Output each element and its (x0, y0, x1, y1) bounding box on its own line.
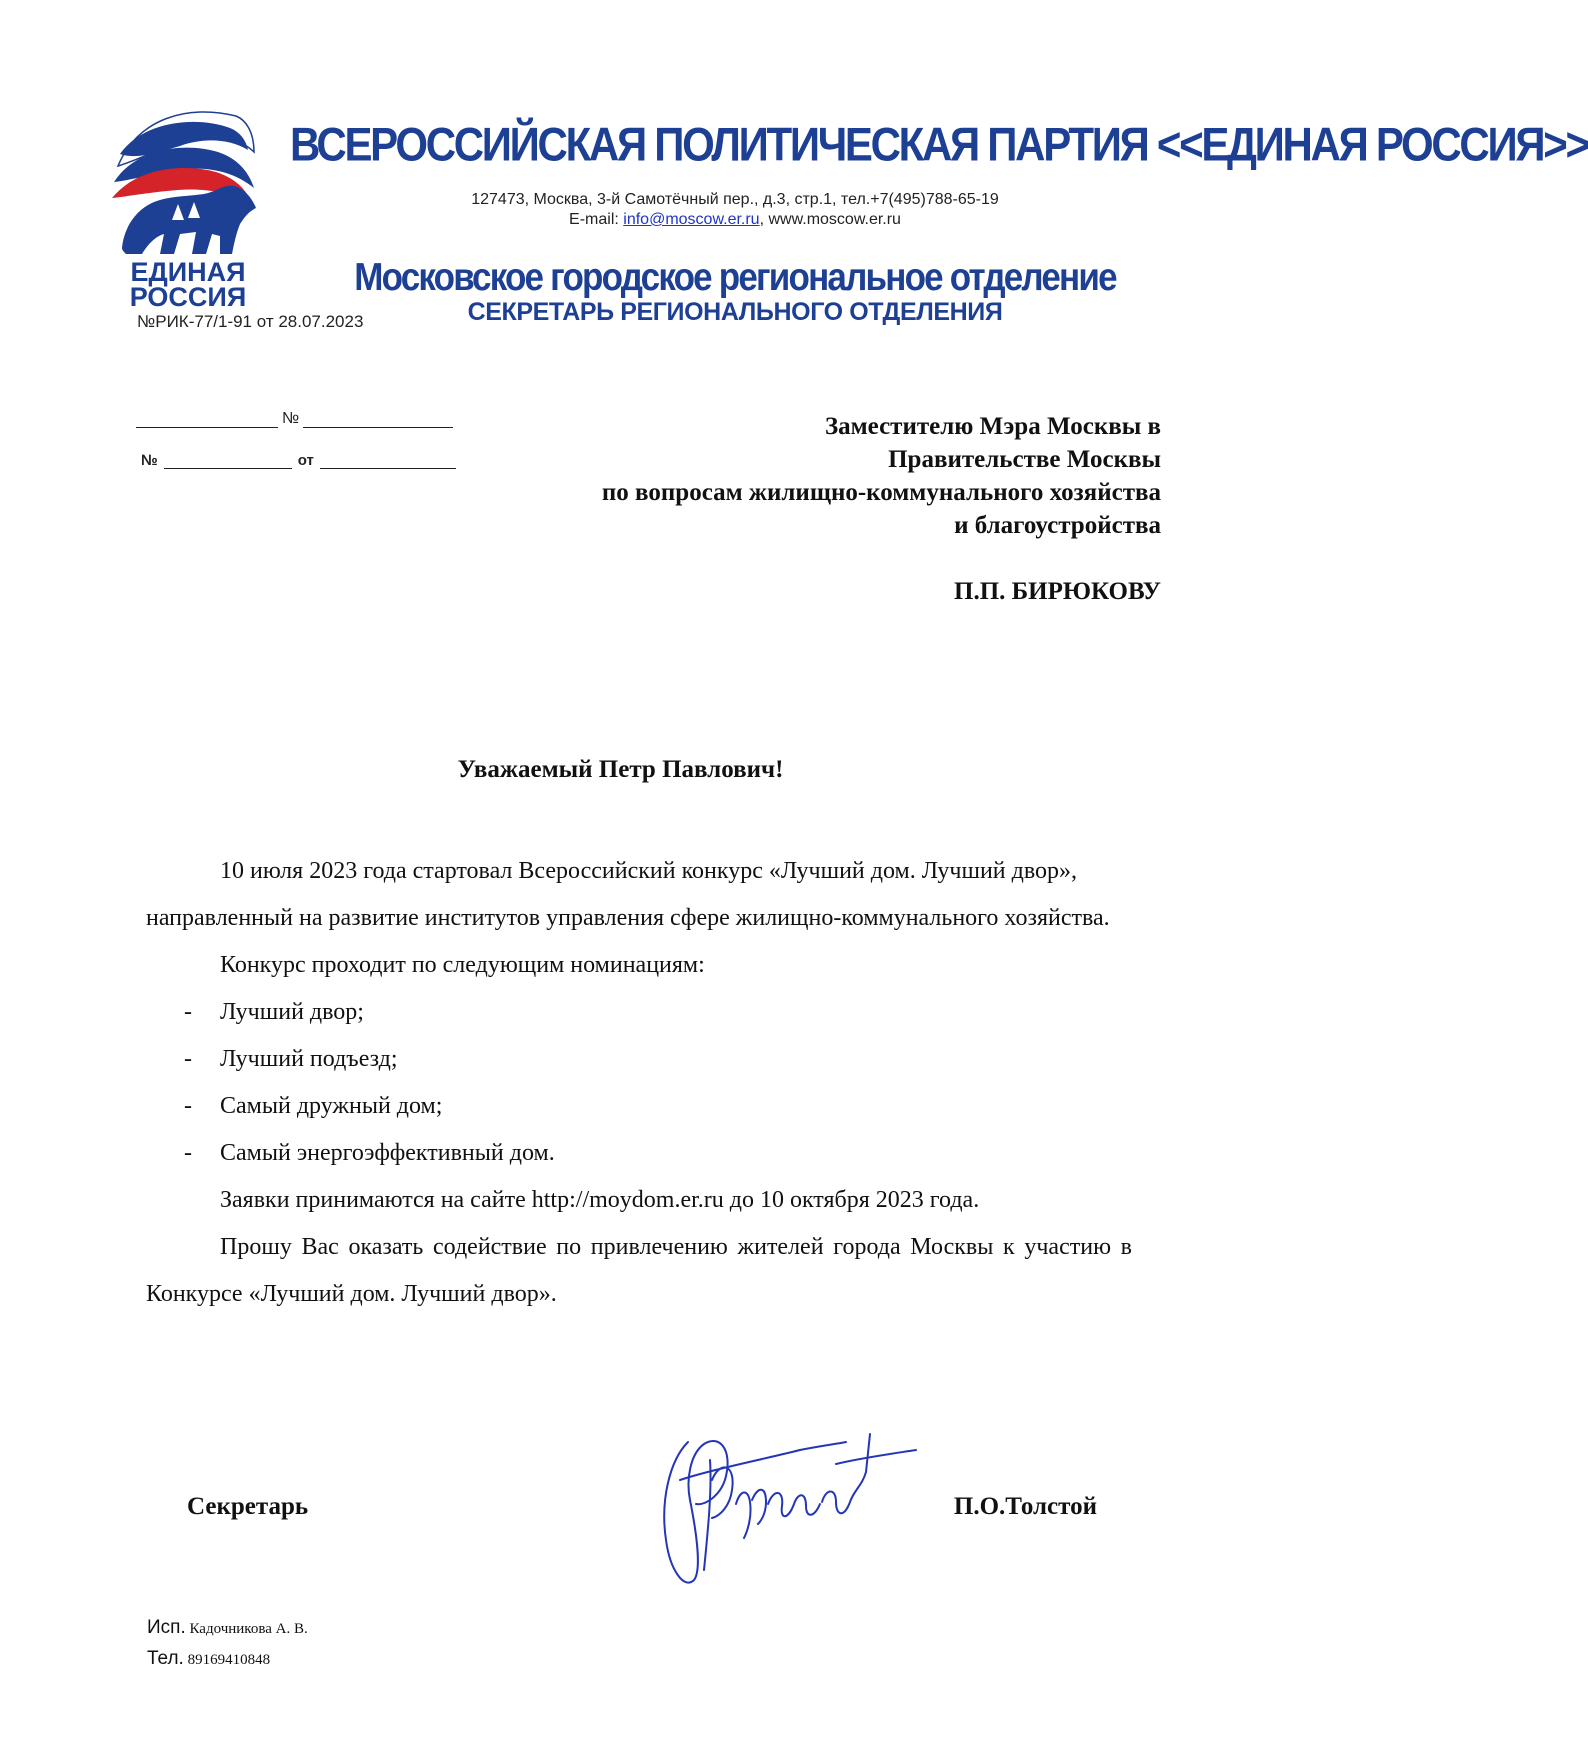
executor-name: Кадочникова А. В. (189, 1621, 308, 1637)
logo-text-line1: ЕДИНАЯ (130, 257, 246, 287)
list-item (146, 1130, 1132, 1177)
addressee-name: П.П. БИРЮКОВУ (954, 578, 1161, 605)
nomination-label: Самый энергоэффективный дом. (220, 1140, 555, 1166)
greeting: Уважаемый Петр Павлович! (457, 756, 784, 783)
paragraph-nominations-intro: Конкурс проходит по следующим номинациям: (220, 952, 705, 978)
blank-number-line (164, 454, 292, 469)
website: , www.moscow.er.ru (759, 211, 901, 228)
nomination-label: Самый дружный дом; (220, 1093, 443, 1119)
executor-line (147, 1617, 308, 1639)
paragraph-applications: Заявки принимаются на сайте http://moydom.er.ru до 10 октября 2023 года. (220, 1187, 980, 1213)
party-logo (108, 108, 268, 312)
secretary-title: СЕКРЕТАРЬ РЕГИОНАЛЬНОГО ОТДЕЛЕНИЯ (467, 298, 1003, 326)
paragraph-contest-start: 10 июля 2023 года стартовал Всероссийский конкурс «Лучший дом. Лучший двор», направленный на развитие институтов управления сфере жилищно-коммунального хозяйства. (146, 858, 1110, 931)
phone-label: Тел. (147, 1648, 184, 1669)
nomination-label: Лучший двор; (220, 999, 364, 1025)
registration-line-2 (141, 452, 456, 469)
list-dash: - (184, 1046, 192, 1072)
list-dash: - (184, 1140, 192, 1166)
addressee-line: Заместителю Мэра Москвы в (824, 413, 1161, 440)
party-title: ВСЕРОССИЙСКАЯ ПОЛИТИЧЕСКАЯ ПАРТИЯ <<ЕДИНАЯ РОССИЯ>> (290, 118, 1588, 171)
number-sign: № (282, 410, 300, 427)
phone-line (147, 1648, 270, 1670)
paragraph-request: Прошу Вас оказать содействие по привлечению жителей города Москвы к участию в Конкурсе «Лучший дом. Лучший двор». (146, 1234, 1132, 1307)
branch-title: Московское городское региональное отделение (354, 256, 1116, 299)
blank-date-line (136, 413, 278, 428)
registration-line-1 (136, 410, 453, 428)
reference-number: №РИК-77/1-91 от 28.07.2023 (137, 312, 364, 331)
signer-role: Секретарь (187, 1493, 309, 1520)
blank-number-line (303, 413, 453, 428)
address: 127473, Москва, 3-й Самотёчный пер., д.3, стр.1, тел.+7(495)788-65-19 (471, 191, 999, 208)
email-label: E-mail: (569, 211, 619, 228)
list-item (146, 989, 1132, 1036)
email-link[interactable]: info@moscow.er.ru (623, 211, 760, 228)
addressee-line: и благоустройства (954, 512, 1161, 539)
nomination-label: Лучший подъезд; (220, 1046, 398, 1072)
handwritten-signature (640, 1420, 920, 1600)
letter-body (146, 848, 1132, 1318)
list-dash: - (184, 1093, 192, 1119)
logo-text-line2: РОССИЯ (129, 282, 247, 312)
email-line (300, 210, 1170, 230)
addressee-line: Правительстве Москвы (888, 446, 1161, 473)
list-dash: - (184, 999, 192, 1025)
signer-name: П.О.Толстой (953, 1493, 1097, 1520)
from-label: от (297, 452, 314, 469)
list-item (146, 1083, 1132, 1130)
executor-label: Исп. (147, 1617, 186, 1638)
number-sign: № (141, 452, 158, 469)
phone-number: 89169410848 (187, 1652, 271, 1668)
blank-date-line (320, 454, 456, 469)
list-item (146, 1036, 1132, 1083)
addressee-block (602, 410, 1161, 542)
contact-info (300, 190, 1170, 230)
addressee-line: по вопросам жилищно-коммунального хозяйства (601, 479, 1161, 506)
